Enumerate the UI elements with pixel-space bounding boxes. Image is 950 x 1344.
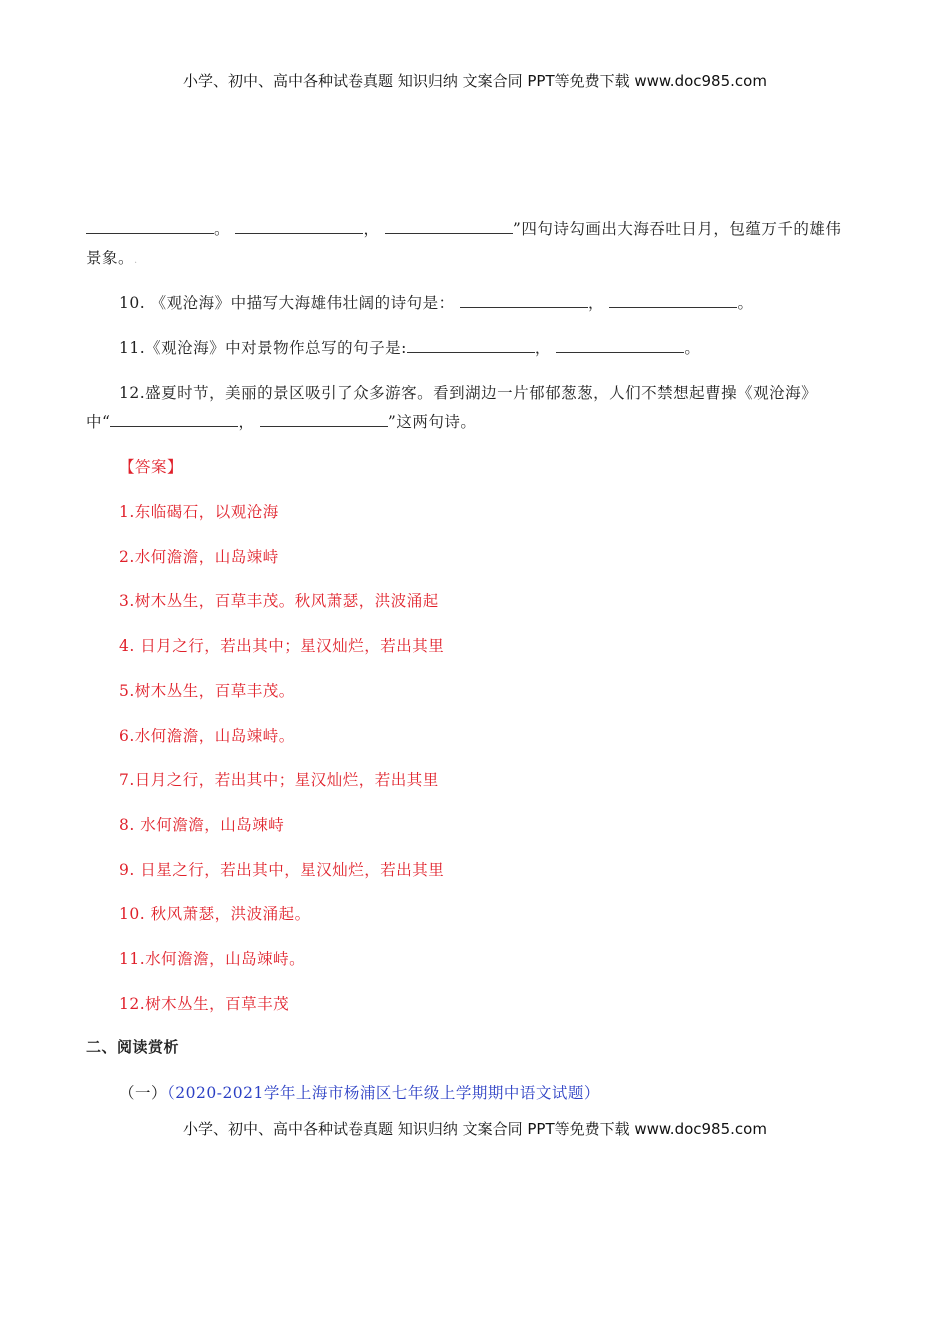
answer-blank	[86, 219, 214, 234]
punct: ，	[363, 220, 380, 238]
answer-item: 1.东临碣石，以观沧海	[119, 503, 279, 521]
punct: 。	[684, 339, 701, 357]
q9-end	[86, 246, 138, 268]
answer-blank	[407, 338, 535, 353]
punct: ，	[534, 339, 551, 357]
answer-item: 3.树木丛生，百草丰茂。秋风萧瑟，洪波涌起	[119, 592, 439, 611]
q9-tail	[86, 217, 841, 239]
punct: 。	[737, 294, 754, 312]
q9-text: ”四句诗勾画出大海吞吐日月，包蕴万千的雄伟	[512, 220, 842, 238]
question-10	[119, 291, 754, 313]
section-title: 二、阅读赏析	[86, 1038, 180, 1056]
question-12-line2	[86, 410, 476, 432]
q12-start: 中“	[86, 413, 111, 431]
punct: 。	[214, 220, 231, 238]
section-subtitle	[119, 1081, 600, 1103]
q12-text: 12.盛夏时节，美丽的景区吸引了众多游客。看到湖边一片郁郁葱葱，人们不禁想起曹操《观沧海》	[119, 384, 818, 402]
answer-item: 5.树木丛生，百草丰茂。	[119, 681, 295, 700]
page-header: 小学、初中、高中各种试卷真题 知识归纳 文案合同 PPT等免费下载 www.doc985.com	[183, 72, 767, 90]
answer-item: 7.日月之行，若出其中；星汉灿烂，若出其里	[119, 771, 439, 790]
question-11	[119, 336, 700, 358]
paragraph-mark: .	[134, 255, 138, 266]
answer-blank	[235, 219, 363, 234]
answer-item: 9. 日星之行，若出其中，星汉灿烂，若出其里	[119, 860, 445, 879]
answer-item: 10. 秋风萧瑟，洪波涌起。	[119, 905, 311, 924]
answer-item: 8. 水何澹澹，山岛竦峙	[119, 815, 285, 834]
punct: ，	[588, 294, 605, 312]
q11-text: 11.《观沧海》中对景物作总写的句子是:	[119, 339, 407, 357]
answer-item: 4. 日月之行，若出其中；星汉灿烂，若出其里	[119, 637, 445, 656]
source-link[interactable]: （2020-2021学年上海市杨浦区七年级上学期期中语文试题）	[167, 1084, 600, 1102]
answer-item: 2.水何澹澹，山岛竦峙	[119, 547, 279, 566]
answer-blank	[260, 412, 388, 427]
q12-end: ”这两句诗。	[387, 413, 477, 431]
sub-prefix: （一）	[119, 1084, 168, 1102]
answer-blank	[460, 293, 588, 308]
answer-item: 6.水何澹澹，山岛竦峙。	[119, 726, 295, 745]
answer-heading: 【答案】	[119, 458, 184, 476]
q10-text: 10. 《观沧海》中描写大海雄伟壮阔的诗句是：	[119, 294, 455, 312]
q9-end-text: 景象。	[86, 249, 135, 267]
answer-blank	[556, 338, 684, 353]
punct: ，	[238, 413, 255, 431]
answer-blank	[110, 412, 238, 427]
question-12	[119, 381, 817, 403]
answer-blank	[385, 219, 513, 234]
page-footer: 小学、初中、高中各种试卷真题 知识归纳 文案合同 PPT等免费下载 www.doc985.com	[183, 1120, 767, 1138]
answer-blank	[609, 293, 737, 308]
answer-item: 12.树木丛生，百草丰茂	[119, 994, 290, 1013]
answer-item: 11.水何澹澹，山岛竦峙。	[119, 950, 306, 968]
